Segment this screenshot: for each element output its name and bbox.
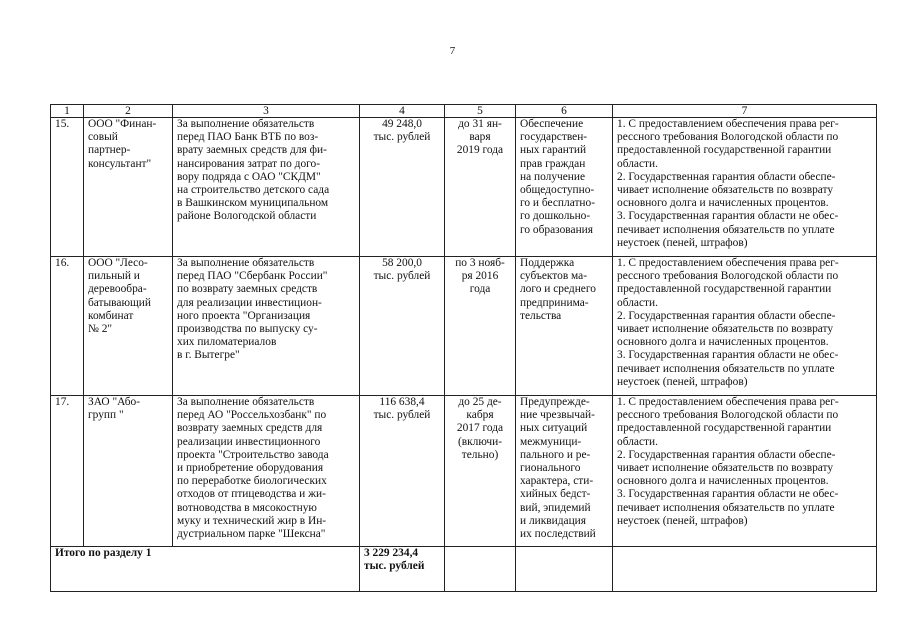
condition-item: 2. Государственная гарантия области обеспе- чивает исполнение обязательств по возврату основного долга и начисленных процентов. [617,170,836,210]
guarantee-goal: Обеспечение государствен- ных гарантий прав граждан на получение общедоступно- го и бесплатно- го дошкольно- го образования [516,118,613,257]
section-total-row [51,547,877,592]
guarantee-purpose: За выполнение обязательств перед ПАО Банк ВТБ по воз- врату заемных средств для фи- нансирования затрат по дого- вору подряда с ОАО "СКДМ" на строительство детского сада в Вашкинском муниципальном районе Вологодской области [173,118,360,257]
condition-item: 2. Государственная гарантия области обеспе- чивает исполнение обязательств по возврату основного долга и начисленных процентов. [617,448,836,488]
empty-cell [445,547,516,592]
row-number: 15. [51,118,84,257]
row-number: 17. [51,396,84,547]
column-header: 4 [360,105,445,118]
table-row [51,257,877,396]
guarantee-amount: 49 248,0 тыс. рублей [360,118,445,257]
condition-item: 3. Государственная гарантия области не обес- печивает исполнения обязательств по уплате неустоек (пеней, штрафов) [617,349,839,388]
condition-item: 3. Государственная гарантия области не обес- печивает исполнения обязательств по уплате неустоек (пеней, штрафов) [617,210,839,249]
condition-item: 2. Государственная гарантия области обеспе- чивает исполнение обязательств по возврату основного долга и начисленных процентов. [617,309,836,349]
section-total-label: Итого по разделу 1 [51,547,360,592]
guarantee-conditions [613,396,877,547]
page-number: 7 [449,45,456,57]
guarantees-table [50,104,877,592]
guarantee-amount: 116 638,4 тыс. рублей [360,396,445,547]
organization-name: ООО "Лесо- пильный и деревообра- батывающий комбинат № 2" [84,257,173,396]
table-row [51,396,877,547]
condition-item: 1. С предоставлением обеспечения права рег- рессного требования Вологодской области по предоставленной государственной гарантии области. [617,118,839,170]
guarantee-term: до 25 де- кабря 2017 года (включи- тельно) [445,396,516,547]
condition-item: 3. Государственная гарантия области не обес- печивает исполнения обязательств по уплате неустоек (пеней, штрафов) [617,488,839,527]
empty-cell [613,547,877,592]
table-row [51,118,877,257]
guarantee-purpose: За выполнение обязательств перед ПАО "Сбербанк России" по возврату заемных средств для реализации инвестицион- ного проекта "Организация производства по выпуску су- хих пиломатериалов в г. Вытегре" [173,257,360,396]
empty-cell [516,547,613,592]
column-header: 1 [51,105,84,118]
condition-item: 1. С предоставлением обеспечения права рег- рессного требования Вологодской области по предоставленной государственной гарантии области. [617,396,839,448]
guarantee-purpose: За выполнение обязательств перед АО "Россельхозбанк" по возврату заемных средств для реализации инвестиционного проекта "Строительство завода и приобретение оборудования по переработке биологических отходов от птицеводства и жи- вотноводства в мясокостную муку и технический жир в Ин- дустриальном парке "Шексна" [173,396,360,547]
column-header: 2 [84,105,173,118]
column-header: 5 [445,105,516,118]
column-header: 6 [516,105,613,118]
guarantee-conditions [613,257,877,396]
row-number: 16. [51,257,84,396]
column-number-header-row [51,105,877,118]
guarantee-term: до 31 ян- варя 2019 года [445,118,516,257]
organization-name: ЗАО "Або- групп " [84,396,173,547]
column-header: 3 [173,105,360,118]
condition-item: 1. С предоставлением обеспечения права рег- рессного требования Вологодской области по предоставленной государственной гарантии области. [617,257,839,309]
column-header: 7 [613,105,877,118]
guarantee-term: по 3 нояб- ря 2016 года [445,257,516,396]
organization-name: ООО "Финан- совый партнер- консультант" [84,118,173,257]
guarantee-goal: Предупрежде- ние чрезвычай- ных ситуаций межмуници- пального и ре- гионального характера, сти- хийных бедст- вий, эпидемий и ликвидация их последствий [516,396,613,547]
guarantee-goal: Поддержка субъектов ма- лого и среднего предпринима- тельства [516,257,613,396]
guarantee-amount: 58 200,0 тыс. рублей [360,257,445,396]
section-total-amount: 3 229 234,4 тыс. рублей [360,547,445,592]
guarantee-conditions [613,118,877,257]
